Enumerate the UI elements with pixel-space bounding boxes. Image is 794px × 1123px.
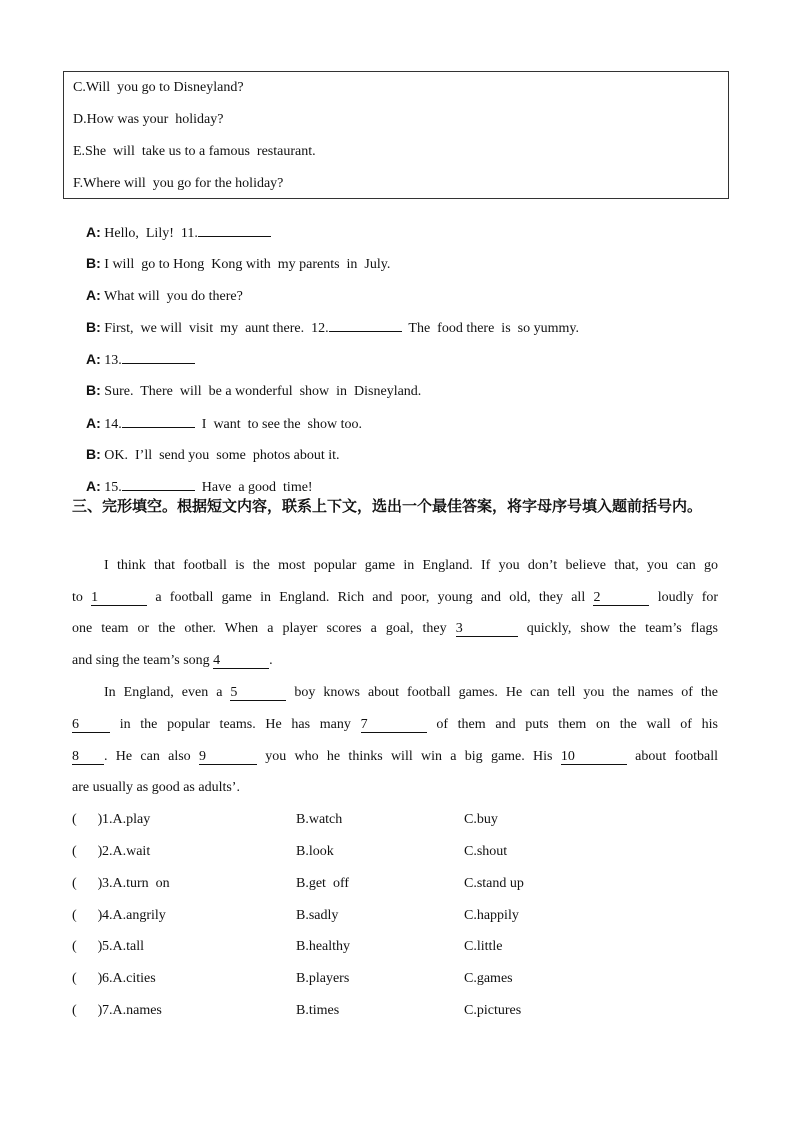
passage-text: boy knows about football games. He can tell you the names of the bbox=[294, 685, 719, 700]
passage-line bbox=[104, 558, 718, 574]
dialogue-text: First, we will visit my aunt there. 12. bbox=[100, 321, 329, 336]
passage-text: of them and puts them on the wall of his bbox=[436, 717, 719, 732]
cloze-blank-4[interactable]: 4 bbox=[213, 654, 269, 669]
option-c: C.Will you go to Disneyland? bbox=[73, 80, 244, 95]
answer-paren[interactable]: ( ) bbox=[72, 1003, 103, 1018]
answer-blank-12[interactable] bbox=[329, 318, 402, 332]
dialogue-text: I will go to Hong Kong with my parents in July. bbox=[100, 257, 391, 272]
passage-line bbox=[72, 717, 718, 733]
passage-text: a football game in England. Rich and poor, young and old, they all bbox=[155, 590, 586, 605]
speaker-label: B: bbox=[86, 319, 101, 335]
question-row-4 bbox=[72, 908, 672, 928]
speaker-label: A: bbox=[86, 351, 101, 367]
question-row-5 bbox=[72, 939, 672, 959]
choice-a: 3.A.turn on bbox=[102, 876, 170, 891]
choice-b: B.get off bbox=[296, 876, 350, 891]
answer-paren[interactable]: ( ) bbox=[72, 939, 103, 954]
choice-b: B.watch bbox=[296, 812, 343, 827]
dialogue-text: 13. bbox=[100, 353, 122, 368]
choice-c: C.buy bbox=[464, 812, 498, 827]
answer-paren[interactable]: ( ) bbox=[72, 971, 103, 986]
dialogue-text: 14. bbox=[100, 417, 122, 432]
section-title: 三、完形填空。根据短文内容，联系上下文，选出一个最佳答案，将字母序号填入题前括号内。 bbox=[72, 497, 703, 515]
question-row-3 bbox=[72, 876, 672, 896]
question-row-2 bbox=[72, 844, 672, 864]
answer-paren[interactable]: ( ) bbox=[72, 908, 103, 923]
choice-a: 6.A.cities bbox=[102, 971, 156, 986]
answer-paren[interactable]: ( ) bbox=[72, 844, 103, 859]
passage-line bbox=[72, 653, 718, 669]
choice-c: C.little bbox=[464, 939, 503, 954]
speaker-label: B: bbox=[86, 255, 101, 271]
passage-text: In England, even a bbox=[104, 685, 223, 700]
choice-c: C.shout bbox=[464, 844, 508, 859]
passage-text: about football bbox=[635, 749, 719, 764]
answer-paren[interactable]: ( ) bbox=[72, 876, 103, 891]
passage-line bbox=[104, 685, 718, 701]
cloze-blank-6[interactable]: 6 bbox=[72, 718, 110, 733]
passage-line bbox=[72, 621, 718, 637]
answer-blank-14[interactable] bbox=[122, 414, 195, 428]
answer-blank-11[interactable] bbox=[198, 223, 271, 237]
passage-text: quickly, show the team’s flags bbox=[526, 621, 718, 636]
dialogue-text: Hello, Lily! 11. bbox=[100, 226, 198, 241]
choice-b: B.look bbox=[296, 844, 334, 859]
option-e: E.She will take us to a famous restaurant. bbox=[73, 144, 316, 159]
question-row-7 bbox=[72, 1003, 672, 1023]
dialogue-text: What will you do there? bbox=[100, 289, 243, 304]
dialogue-text: Sure. There will be a wonderful show in Disneyland. bbox=[100, 384, 422, 399]
cloze-blank-10[interactable]: 10 bbox=[561, 750, 627, 765]
passage-text: . He can also bbox=[104, 749, 191, 764]
cloze-blank-2[interactable]: 2 bbox=[593, 591, 649, 606]
choice-c: C.stand up bbox=[464, 876, 524, 891]
passage-text: in the popular teams. He has many bbox=[119, 717, 351, 732]
dialogue-text: OK. I’ll send you some photos about it. bbox=[100, 448, 340, 463]
choice-a: 4.A.angrily bbox=[102, 908, 166, 923]
dialogue-text-after: The food there is so yummy. bbox=[401, 321, 579, 336]
passage-text: and sing the team’s song bbox=[72, 653, 210, 668]
choice-c: C.games bbox=[464, 971, 513, 986]
cloze-blank-7[interactable]: 7 bbox=[361, 718, 427, 733]
choice-b: B.players bbox=[296, 971, 350, 986]
cloze-blank-5[interactable]: 5 bbox=[230, 686, 286, 701]
choice-c: C.pictures bbox=[464, 1003, 522, 1018]
passage-text: to bbox=[72, 590, 83, 605]
question-row-6 bbox=[72, 971, 672, 991]
passage-text: . bbox=[269, 653, 273, 668]
passage-line bbox=[72, 780, 718, 796]
answer-options-box bbox=[63, 71, 729, 199]
passage-line bbox=[72, 749, 718, 765]
speaker-label: A: bbox=[86, 478, 101, 494]
speaker-label: A: bbox=[86, 224, 101, 240]
cloze-blank-8[interactable]: 8 bbox=[72, 750, 104, 765]
dialogue-text: 15. bbox=[100, 480, 122, 495]
choice-b: B.sadly bbox=[296, 908, 339, 923]
speaker-label: A: bbox=[86, 415, 101, 431]
passage-text: I think that football is the most popular game in England. If you don’t believe that, you can go bbox=[104, 558, 718, 573]
passage-text: are usually as good as adults’. bbox=[72, 780, 240, 795]
passage-text: one team or the other. When a player scores a goal, they bbox=[72, 621, 447, 636]
answer-blank-13[interactable] bbox=[122, 350, 195, 364]
speaker-label: B: bbox=[86, 382, 101, 398]
cloze-blank-1[interactable]: 1 bbox=[91, 591, 147, 606]
choice-b: B.times bbox=[296, 1003, 340, 1018]
speaker-label: B: bbox=[86, 446, 101, 462]
dialogue-text-after: Have a good time! bbox=[194, 480, 313, 495]
passage-line bbox=[72, 590, 718, 606]
choice-b: B.healthy bbox=[296, 939, 351, 954]
choice-a: 1.A.play bbox=[102, 812, 151, 827]
speaker-label: A: bbox=[86, 287, 101, 303]
option-f: F.Where will you go for the holiday? bbox=[73, 176, 284, 191]
choice-a: 2.A.wait bbox=[102, 844, 151, 859]
choice-c: C.happily bbox=[464, 908, 519, 923]
cloze-blank-9[interactable]: 9 bbox=[199, 750, 257, 765]
option-d: D.How was your holiday? bbox=[73, 112, 224, 127]
question-row-1 bbox=[72, 812, 672, 832]
choice-a: 7.A.names bbox=[102, 1003, 162, 1018]
cloze-blank-3[interactable]: 3 bbox=[456, 622, 518, 637]
answer-blank-15[interactable] bbox=[122, 477, 195, 491]
choice-a: 5.A.tall bbox=[102, 939, 144, 954]
passage-text: loudly for bbox=[657, 590, 719, 605]
passage-text: you who he thinks will win a big game. His bbox=[265, 749, 553, 764]
dialogue-text-after: I want to see the show too. bbox=[194, 417, 362, 432]
answer-paren[interactable]: ( ) bbox=[72, 812, 103, 827]
